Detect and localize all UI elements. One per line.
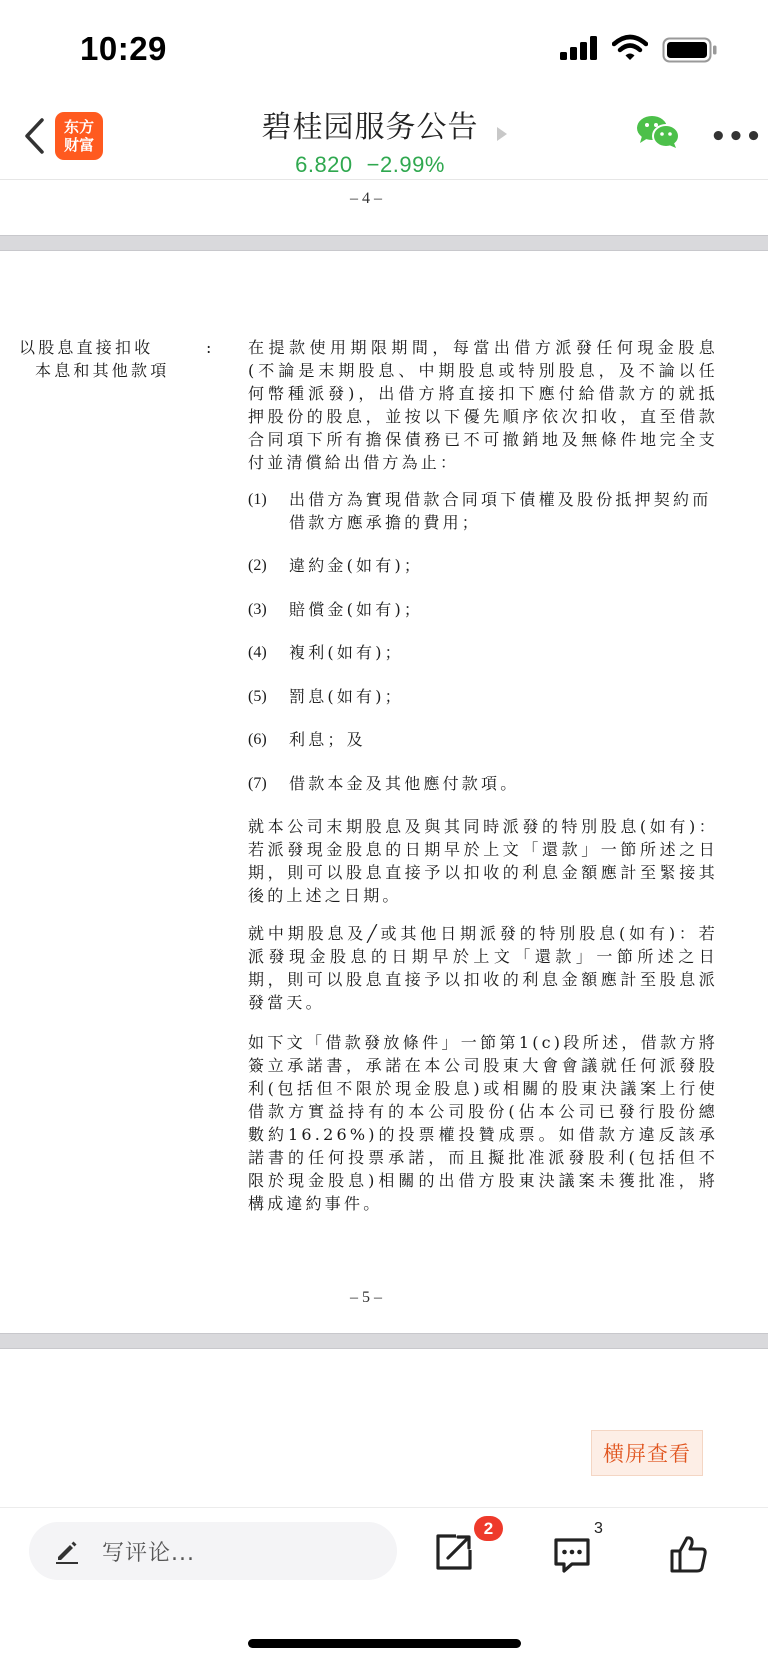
section-label-line1: 以股息直接扣收 — [19, 338, 154, 357]
list-item — [248, 728, 718, 751]
list-item-number: (4) — [248, 644, 267, 661]
stock-title-block[interactable] — [230, 100, 510, 178]
stock-price: 6.820 — [295, 152, 353, 177]
list-item-text: 出借方為實現借款合同項下債權及股份抵押契約而借款方應承擔的費用； — [289, 490, 712, 532]
list-item — [248, 685, 718, 708]
pen-icon — [54, 1538, 80, 1564]
final-dividend-paragraph: 就本公司末期股息及與其同時派發的特別股息(如有)：若派發現金股息的日期早於上文「還款」一節所述之日期，則可以股息直接予以扣收的利息金額應計至緊接其後的上述之日期。 — [248, 817, 718, 905]
comment-icon[interactable] — [552, 1536, 592, 1574]
logo-line2: 财富 — [63, 136, 94, 154]
share-badge: 2 — [474, 1516, 503, 1541]
list-item — [248, 641, 718, 664]
comment-input[interactable] — [29, 1522, 397, 1580]
status-bar — [0, 0, 768, 100]
list-item-number: (3) — [248, 601, 267, 618]
list-item-number: (1) — [248, 491, 267, 508]
top-nav-bar — [0, 100, 768, 180]
stock-change: −2.99% — [366, 152, 445, 177]
signal-icon — [560, 36, 600, 60]
list-item-text: 賠償金(如有)； — [289, 600, 424, 619]
share-icon[interactable] — [434, 1532, 474, 1572]
stock-quote — [230, 152, 510, 178]
list-item — [248, 554, 718, 577]
list-item — [248, 598, 718, 621]
list-item — [248, 488, 718, 534]
page-separator — [0, 235, 768, 251]
wifi-icon — [612, 34, 648, 62]
interim-dividend-paragraph: 就中期股息及╱或其他日期派發的特別股息(如有)：若派發現金股息的日期早於上文「還款」一節所述之日期，則可以股息直接予以扣收的利息金額應計至股息派發當天。 — [248, 924, 718, 1012]
page-number-current: – 5 – — [350, 1289, 382, 1306]
intro-paragraph: 在提款使用期限期間，每當出借方派發任何現金股息(不論是末期股息、中期股息或特別股息，及不論以任何幣種派發)，出借方將直接扣下應付給借款方的就抵押股份的股息，並按以下優先順序依次扣收，直至借款合同項下所有擔保債務已不可撤銷地及無條件地完全支付並清償給出借方為止： — [248, 338, 718, 472]
page-number-prev: – 4 – — [350, 190, 382, 207]
back-chevron-icon — [23, 117, 45, 155]
bottom-action-bar — [0, 1507, 768, 1663]
battery-icon — [662, 37, 718, 63]
expand-arrow-icon[interactable] — [497, 127, 507, 141]
home-indicator — [248, 1639, 521, 1648]
list-item-text: 罰息(如有)； — [289, 687, 404, 706]
list-item-number: (6) — [248, 731, 267, 748]
comment-placeholder: 写评论... — [102, 1540, 195, 1566]
list-item — [248, 772, 718, 795]
comment-count: 3 — [594, 1520, 603, 1537]
list-item-text: 借款本金及其他應付款項。 — [289, 774, 520, 793]
more-icon[interactable]: ••• — [710, 122, 763, 152]
list-item-text: 複利(如有)； — [289, 643, 404, 662]
logo-line1: 东方 — [63, 118, 94, 136]
section-label — [19, 336, 189, 382]
section-label-line2: 本息和其他款項 — [35, 361, 170, 380]
wechat-icon[interactable] — [636, 114, 680, 150]
status-time: 10:29 — [80, 30, 167, 67]
page-separator — [0, 1333, 768, 1349]
page-title: 碧桂园服务公告 — [261, 110, 479, 145]
thumbs-up-icon[interactable] — [669, 1534, 709, 1574]
list-item-text: 利息；及 — [289, 730, 366, 749]
undertaking-paragraph: 如下文「借款發放條件」一節第1(c)段所述，借款方將簽立承諾書，承諾在本公司股東大會會議就任何派發股利(包括但不限於現金股息)或相關的股東決議案上行使借款方實益持有的本公司股份(佔本公司已發行股份總數約16.26%)的投票權投贊成票。如借款方違反該承諾書的任何投票承諾，而且擬批准派發股利(包括但不限於現金股息)相關的出借方股東決議案未獲批准，將構成違約事件。 — [248, 1033, 718, 1213]
landscape-view-button[interactable]: 横屏查看 — [591, 1430, 703, 1476]
app-logo[interactable] — [55, 112, 103, 160]
label-colon: : — [206, 338, 215, 357]
document-viewer[interactable] — [0, 181, 768, 1507]
list-item-number: (2) — [248, 557, 267, 574]
back-button[interactable] — [14, 114, 54, 158]
list-item-text: 違約金(如有)； — [289, 556, 424, 575]
list-item-number: (7) — [248, 775, 267, 792]
list-item-number: (5) — [248, 688, 267, 705]
